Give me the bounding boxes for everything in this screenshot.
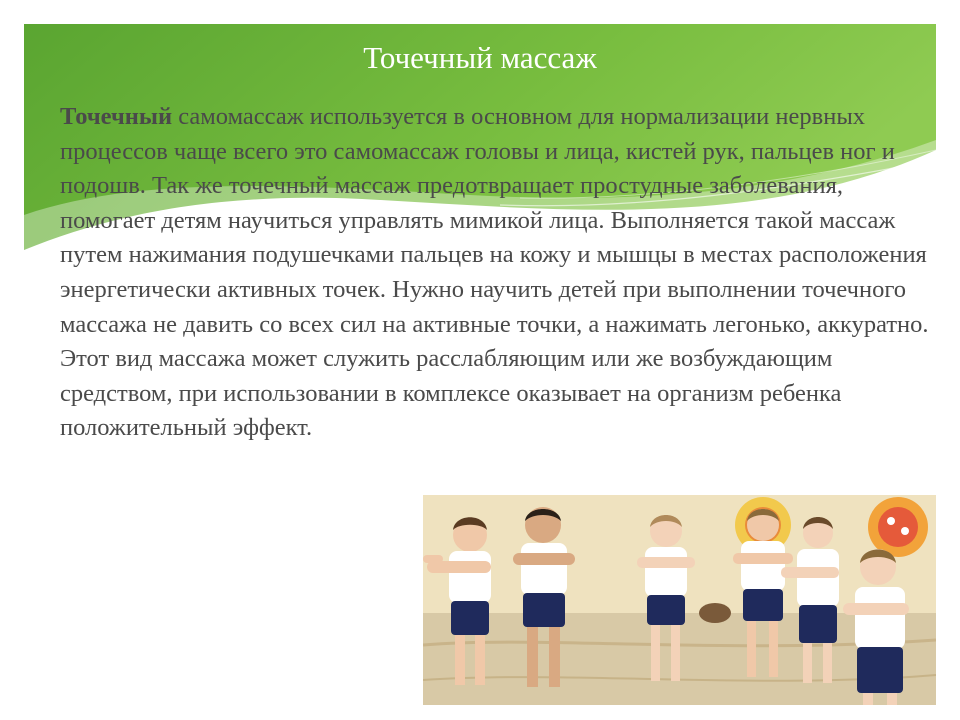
body-paragraph: [60, 100, 940, 446]
children-photo: [423, 495, 936, 705]
photo-illustration: [423, 495, 936, 705]
body-text: самомассаж используется в основном для нормализации нервных процессов чаще всего это самомассаж головы и лица, кистей рук, пальцев ног и подошв. Так же точечный массаж предотвращает простудные заболевания, помогает детям научиться управлять мимикой лица. Выполняется такой массаж путем нажимания подушечками пальцев на кожу и мышцы в местах расположения энергетически активных точек. Нужно научить детей при выполнении точечного массажа не давить со всех сил на активные точки, а нажимать легонько, аккуратно. Этот вид массажа может служить расслабляющим или же возбуждающим средством, при использовании в комплексе оказывает на организм ребенка положительный эффект.: [60, 103, 929, 442]
slide-title: Точечный массаж: [363, 40, 597, 75]
body-lead-word: Точечный: [60, 103, 173, 130]
